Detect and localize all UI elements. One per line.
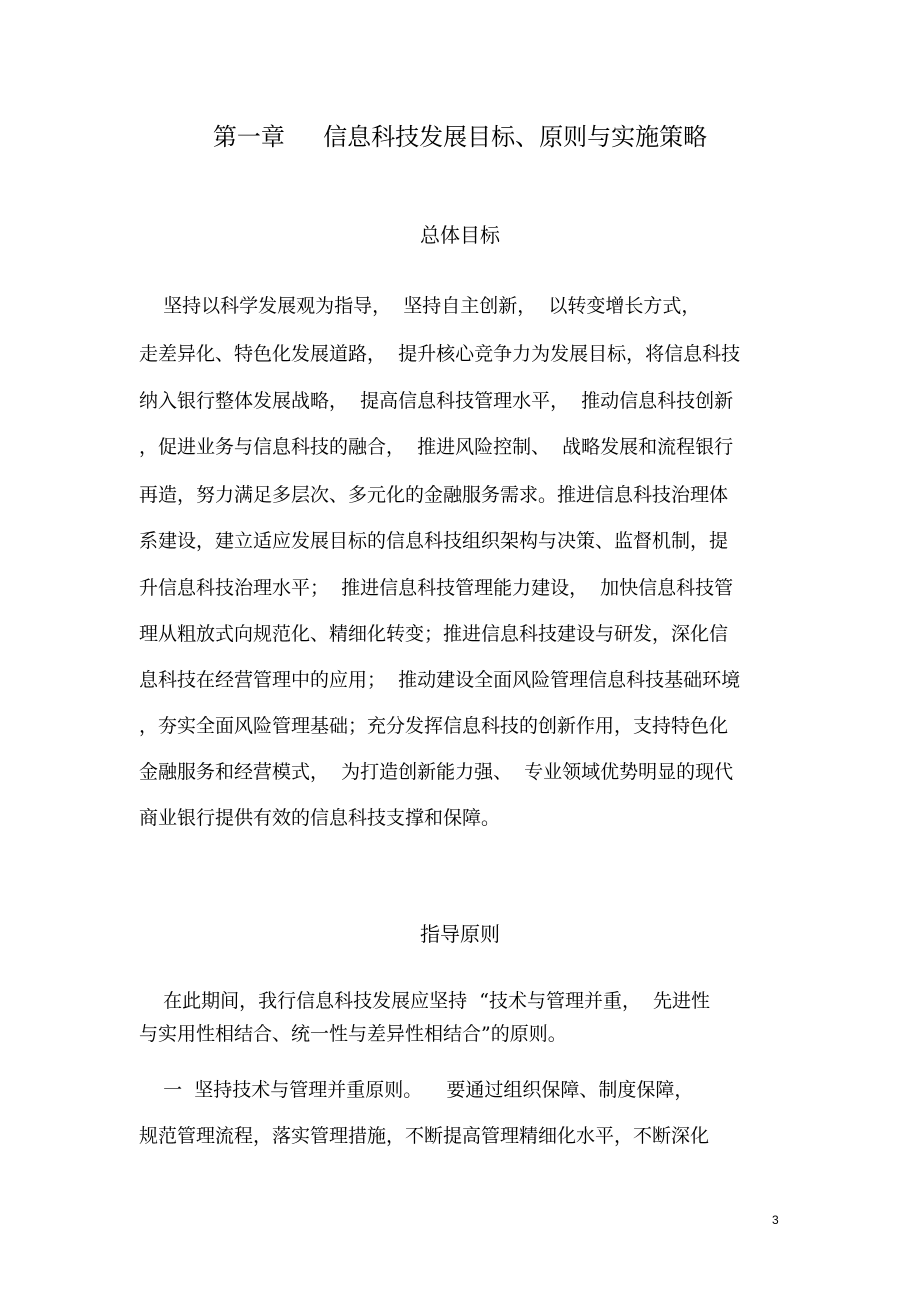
paragraph-line: 走差异化、特色化发展道路， 提升核心竞争力为发展目标，将信息科技 — [139, 343, 741, 365]
paragraph-line: 纳入银行整体发展战略， 提高信息科技管理水平， 推动信息科技创新 — [139, 390, 734, 412]
paragraph-line: 与实用性相结合、统一性与差异性相结合”的原则。 — [139, 1023, 567, 1045]
paragraph-line: 再造，努力满足多层次、多元化的金融服务需求。推进信息科技治理体 — [139, 484, 729, 506]
paragraph-line: ，促进业务与信息科技的融合， 推进风险控制、 战略发展和流程银行 — [139, 436, 734, 458]
paragraph-line: 坚持以科学发展观为指导， 坚持自主创新， 以转变增长方式， — [139, 295, 701, 317]
section-heading-overall-goals: 总体目标 — [420, 223, 500, 247]
chapter-title: 第一章 信息科技发展目标、原则与实施策略 — [212, 123, 708, 151]
paragraph-line: ，夯实全面风险管理基础；充分发挥信息科技的创新作用，支持特色化 — [139, 715, 729, 737]
paragraph-line: 息科技在经营管理中的应用； 推动建设全面风险管理信息科技基础环境 — [139, 669, 741, 691]
page-number: 3 — [772, 1213, 779, 1227]
section-heading-guiding-principles: 指导原则 — [420, 922, 500, 946]
paragraph-line: 商业银行提供有效的信息科技支撑和保障。 — [139, 807, 501, 829]
paragraph-line: 金融服务和经营模式， 为打造创新能力强、 专业领域优势明显的现代 — [139, 761, 734, 783]
paragraph-line: 系建设，建立适应发展目标的信息科技组织架构与决策、监督机制，提 — [139, 530, 729, 552]
paragraph-line: 在此期间，我行信息科技发展应坚持 “技术与管理并重， 先进性 — [139, 990, 711, 1012]
paragraph-line: 规范管理流程，落实管理措施，不断提高管理精细化水平，不断深化 — [139, 1125, 710, 1147]
paragraph-line: 升信息科技治理水平； 推进信息科技管理能力建设， 加快信息科技管 — [139, 577, 734, 599]
paragraph-line: 一 坚持技术与管理并重原则。 要通过组织保障、制度保障， — [139, 1079, 694, 1101]
paragraph-line: 理从粗放式向规范化、精细化转变；推进信息科技建设与研发，深化信 — [139, 623, 729, 645]
